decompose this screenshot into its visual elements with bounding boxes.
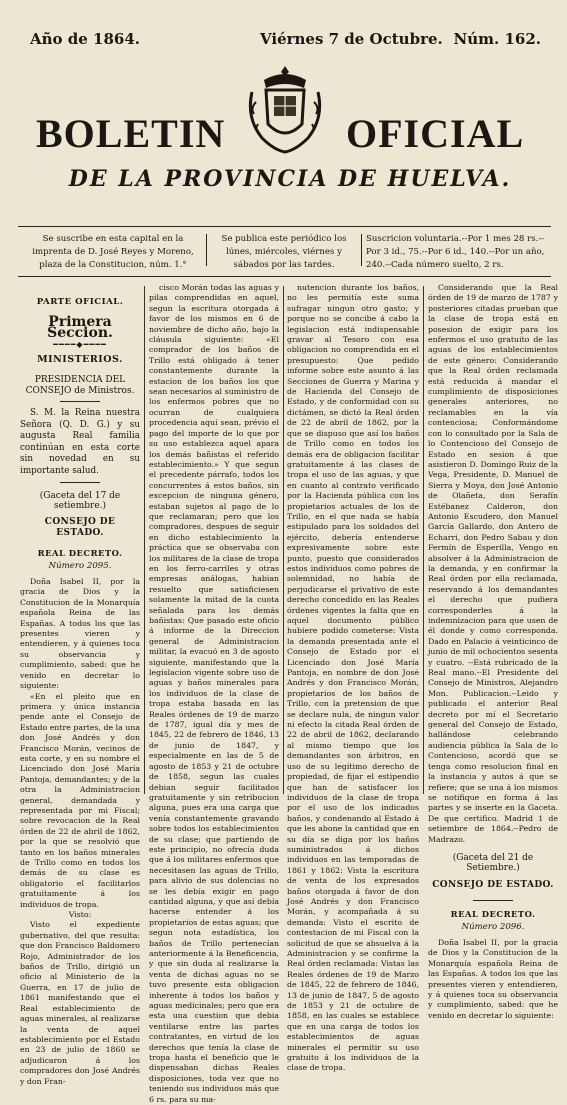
decree-paragraph: «En el pleito que en primera y única instancia pende ante el Consejo de Estado entre partes, de la una don José Andrés y don Francisco Morán, vecinos de esta corte, y en su nombre el Licenciado don José María Pantoja, demandantes; y de la otra la Administracion general, demandada y representada por mi Fiscal; sobre revocacion de la Real órden de 22 de abril de 1862, por la que se resolvió que tanto en los baños minerales de Trillo como en todos los demás de su clase es obligatorio el facilitarlos gratuitamente á los individuos de tropa. [20, 691, 140, 909]
info-divider [206, 234, 207, 266]
real-decreto-heading: REAL DECRETO. [37, 548, 123, 559]
bottom-rule [18, 276, 551, 277]
masthead-subtitle: DE LA PROVINCIA DE HUELVA. [68, 166, 512, 192]
ministerios-heading: MINISTERIOS. [37, 353, 123, 365]
section-parte-oficial: PARTE OFICIAL. [36, 297, 124, 307]
short-rule [60, 401, 100, 402]
issue-date: Viérnes 7 de Octubre. [260, 30, 443, 48]
gaceta-source: (Gaceta del 17 de setiembre.) [39, 490, 121, 511]
issue-year: Año de 1864. [30, 30, 140, 48]
royal-coat-of-arms-icon [244, 62, 326, 158]
masthead-title-right: OFICIAL [346, 111, 525, 156]
info-prices: Suscricion voluntaria.--Por 1 mes 28 rs.--Por 3 id., 75.--Por 6 id., 140.--Por un año, 240.--Cada número suelto, 2 rs. [366, 234, 545, 270]
real-decreto-heading: REAL DECRETO. [450, 909, 536, 920]
section-heading: Primera Seccion. [47, 314, 113, 341]
consejo-heading: CONSEJO DE ESTADO. [44, 517, 116, 538]
presidencia-heading: PRESIDENCIA DEL CONSEJO de Ministros. [25, 375, 135, 397]
gaceta-source: (Gaceta del 21 de Setiembre.) [452, 852, 534, 874]
decree-paragraph: cisco Morán todas las aguas y pilas comprendidas en aquel, segun la escritura otorgada á favor de los mismos en 6 de noviembre de dicho año, bajo la cláusula siguiente: «El comprador de los baños de Trillo está obligado á tener constantemente durante la estacion de los baños los que sean necesarios al suministro de los enfermos pobres que no ocurran de cualquiera procedencia aquí sean, prévio el pago del importe de lo que por su uso establezca aquel apara los demás bañistas el referido establecimiento.» Y que segun el precedente párrafo, todos los concurrentes á estos baños, sin excepcion de ninguna género, estaban sujetos al pago de lo que reclamaran; pero que los compradores, despues de seguir en dicho establecimiento la práctica que se observaba con los militares de la clase de tropa en los ferro-carriles y otras empresas análogas, habian resuelto que satisficiesen solamente la mitad de la cuota señalada para los demás bañistas: Que pasado este oficio á informe de la Direccion general de Administracion militar, la evacuó en 3 de agosto siguiente, manifestando que la legislacion vigente sobre uso de aguas y baños minerales para los individuos de la clase de tropa estaba basada en las Reales órdenes de 19 de marzo de 1787, igual día y mes de 1845, 22 de febrero de 1846, 13 de junio de 1847, y especialmente en las de 5 de agosto de 1853 y 21 de octubre de 1858, segun las cuales debian seguir facilitados gratuitamente y sin retribucion alguna, pues era una carga que venía constantemente gravando sobre todos los establecimientos de su clase; que partiendo de este principio, no ofrecía duda que á los militares enfermos que necesitasen las aguas de Trillo, para alivio de sus dolencias no se les debía exigir en pago cantidad alguna, y que así debía hacerse entender á los propietarios de estas aguas; que segun nota estadística, los baños de Trillo pertenecían anteriormente á la Beneficencia, y que sin duda al realizarse la venta de dichas aguas no se tuvo presente esta obligacion inherente á todos los baños y aguas medicinales; pero que era esta una cuestion que debia ventilarse entre las partes contratantes, en virtud de los derechos que tenía la clase de tropa hasta el beneficio que le dispensaban dichas Reales disposiciones, toda vez que no teniendo sus individuos más que 6 rs. para su ma- [149, 283, 279, 1104]
issue-number: Núm. 162. [453, 30, 541, 48]
info-publication-days: Se publica este periódico los lúnes, miércoles, viérnes y sábados por las tardes. [221, 234, 347, 270]
column-divider [283, 286, 284, 794]
info-divider [361, 234, 362, 266]
short-rule [473, 900, 513, 901]
column-4 [428, 283, 558, 1020]
top-rule [18, 226, 551, 227]
vistos-label: Visto: [68, 910, 92, 920]
decree-paragraph: Doña Isabel II, por la gracia de Dios y la Constitucion de la Monarquía española Reina de las Españas. A todos los que las presentes vieren y entendieren, y á quienes toca su observancia y cumplimiento, sabed: que he venido en decretar lo siguiente: [20, 577, 140, 691]
column-2 [149, 283, 279, 1104]
column-divider [423, 286, 424, 794]
decree-number: Número 2095. [48, 560, 112, 571]
consejo-heading: CONSEJO DE ESTADO. [432, 879, 554, 890]
decree-number: Número 2096. [461, 921, 525, 932]
decree-paragraph: Visto el expediente gubernativo, del que resulta: que don Francisco Baldomero Rojo, Administrador de los baños de Trillo, dirigió un oficio al Ministerio de la Guerra, en 17 de julio de 1861 manifestando que el Real establecimiento de aguas minerales, al realizarse la venta de aquel establecimiento por el Estado en 23 de julio de 1860 se adjudicaron á los compradores don José Andrés y don Fran- [20, 920, 140, 1086]
column-3 [287, 283, 419, 1073]
info-subscription-place: Se suscribe en esta capital en la imprenta de D. José Reyes y Moreno, plaza de la Constitucion, núm. 1.° [32, 234, 194, 270]
column-1 [20, 283, 140, 1086]
column-divider [144, 286, 145, 794]
ornament-divider: ━━━━◆━━━━ [53, 340, 107, 350]
masthead-title-left: BOLETIN [36, 111, 226, 156]
decree-paragraph: nutencion durante los baños, no les permitía este suma sufragar ningun otro gasto; y porque no se concibe á cabo la legislacion está indispensable gravar al Tesoro con esa obligacion no comprendida en el presupuesto: Que pedido informe sobre este asunto á las Secciones de Guerra y Marina y de Hacienda del Consejo de Estado, y de conformidad con su dictámen, se dictó la Real órden de 22 de abril de 1862, por la que se dispuso que así los baños de Trillo como en todos los demás era de obligacion facilitar gratuitamente á las clases de tropa el uso de las aguas, y que en cuanto al contrato verificado por la Hacienda pública con los propietarios actuales de los de Trillo, en el que nada se había estipulado para los soldados del ejército, debería entenderse expresivamente sobre este punto, puesto que considerados estos individuos como pobres de solemnidad, no había de perjudicarse el privativo de este derecho concedido en las Reales órdenes vigentes la falta que en aquel documento público hubiere podido cometerse: Vista la demanda presentada ante el Consejo de Estado por el Licenciado don José María Pantoja, en nombre de don José Andrés y don Francisco Morán, propietarios de los baños de Trillo, con la pretension de que se declare nula, de ningun valor ni efecto la citada Real órden de 22 de abril de 1862, declarando al mismo tiempo que los demandantes son árbitros, en uso de su legítimo derecho de propiedad, de fijar el estipendio que han de satisfacer los individuos de la clase de tropa por el uso de los indicados baños, y condenando al Estado á que les abone la cantidad que en su día se diga por los baños suministrados á dichos individuos en las temporadas de 1861 y 1862: Vista la escritura de venta de los expresados baños otorgada á favor de don José Andrés y don Francisco Morán, y acompañada á su demanda: Visto el escrito de contestacion de mi Fiscal con la solicitud de que se absuelva á la Administracion y se confirme la Real órden reclamada: Vistas las Reales órdenes de 19 de Marzo de 1845, 22 de febrero de 1846, 13 de junio de 1847, 5 de agosto de 1853 y 21 de octubre de 1858, en las cuales se establece que en una carga de todos los establecimientos de aguas minerales el permitir su uso gratuito á los individuos de la clase de tropa. [287, 283, 419, 1073]
short-rule [60, 482, 100, 483]
queen-notice: S. M. la Reina nuestra Señora (Q. D. G.) y su augusta Real familia continúan en esta corte sin novedad en su importante salud. [20, 408, 140, 476]
masthead-topline [28, 30, 547, 52]
decree-paragraph: Doña Isabel II, por la gracia de Dios y la Constitucion de la Monarquía española Reina de las Españas. A todos los que las presentes vieren y entendieren, y á quienes toca su observancia y cumplimiento, sabed: que he venido en decretar lo siguiente: [428, 937, 558, 1020]
decree-paragraph: Considerando que la Real órden de 19 de marzo de 1787 y posteriores citadas prueban que la clase de tropa está en posesion de exigir para los enfermos el uso gratuito de las aguas de los establecimientos de este género: Considerando que la Real órden reclamada está reducida á mandar el cumplimiento de disposiciones generales anteriores, no reclamables en la vía contenciosa; Conformándome con lo consultado por la Sala de lo Contencioso del Consejo de Estado en sesion á que asistieron D. Domingo Ruiz de la Vega, Presidente, D. Manuel de Sierra y Moya, don José Antonio de Olañeta, don Serafín Estébanez Calderon, don Antonio Escudero, don Manuel García Gallardo, don Antero de Echarri, don Pedro Sabau y don Fermín de Esperilla, Vengo en absolver á la Administracion de la demanda, y en confirmar la Real órden por ella reclamada, reservando á los demandantes el derecho que pudiera corresponderles á la indemnizacion para que usen de él donde y como corresponda. Dado en Palacio á veinticinco de junio de mil ochocientos sesenta y cuatro. --Está rubricado de la Real mano.--El Presidente del Consejo de Ministros, Alejandro Mon. Publicacion.--Leido y publicado el anterior Real decreto por mí el Secretario general del Consejo de Estado, hallándose celebrando audiencia pública la Sala de lo Contencioso, acordó que se tenga como resolucion final en la instancia y autos á que se refiere; que se una á los mismos se notifique en forma á las partes y se inserte en la Gaceta. De que certifico. Madrid 1 de setiembre de 1864.--Pedro de Madrazo. [428, 283, 558, 844]
